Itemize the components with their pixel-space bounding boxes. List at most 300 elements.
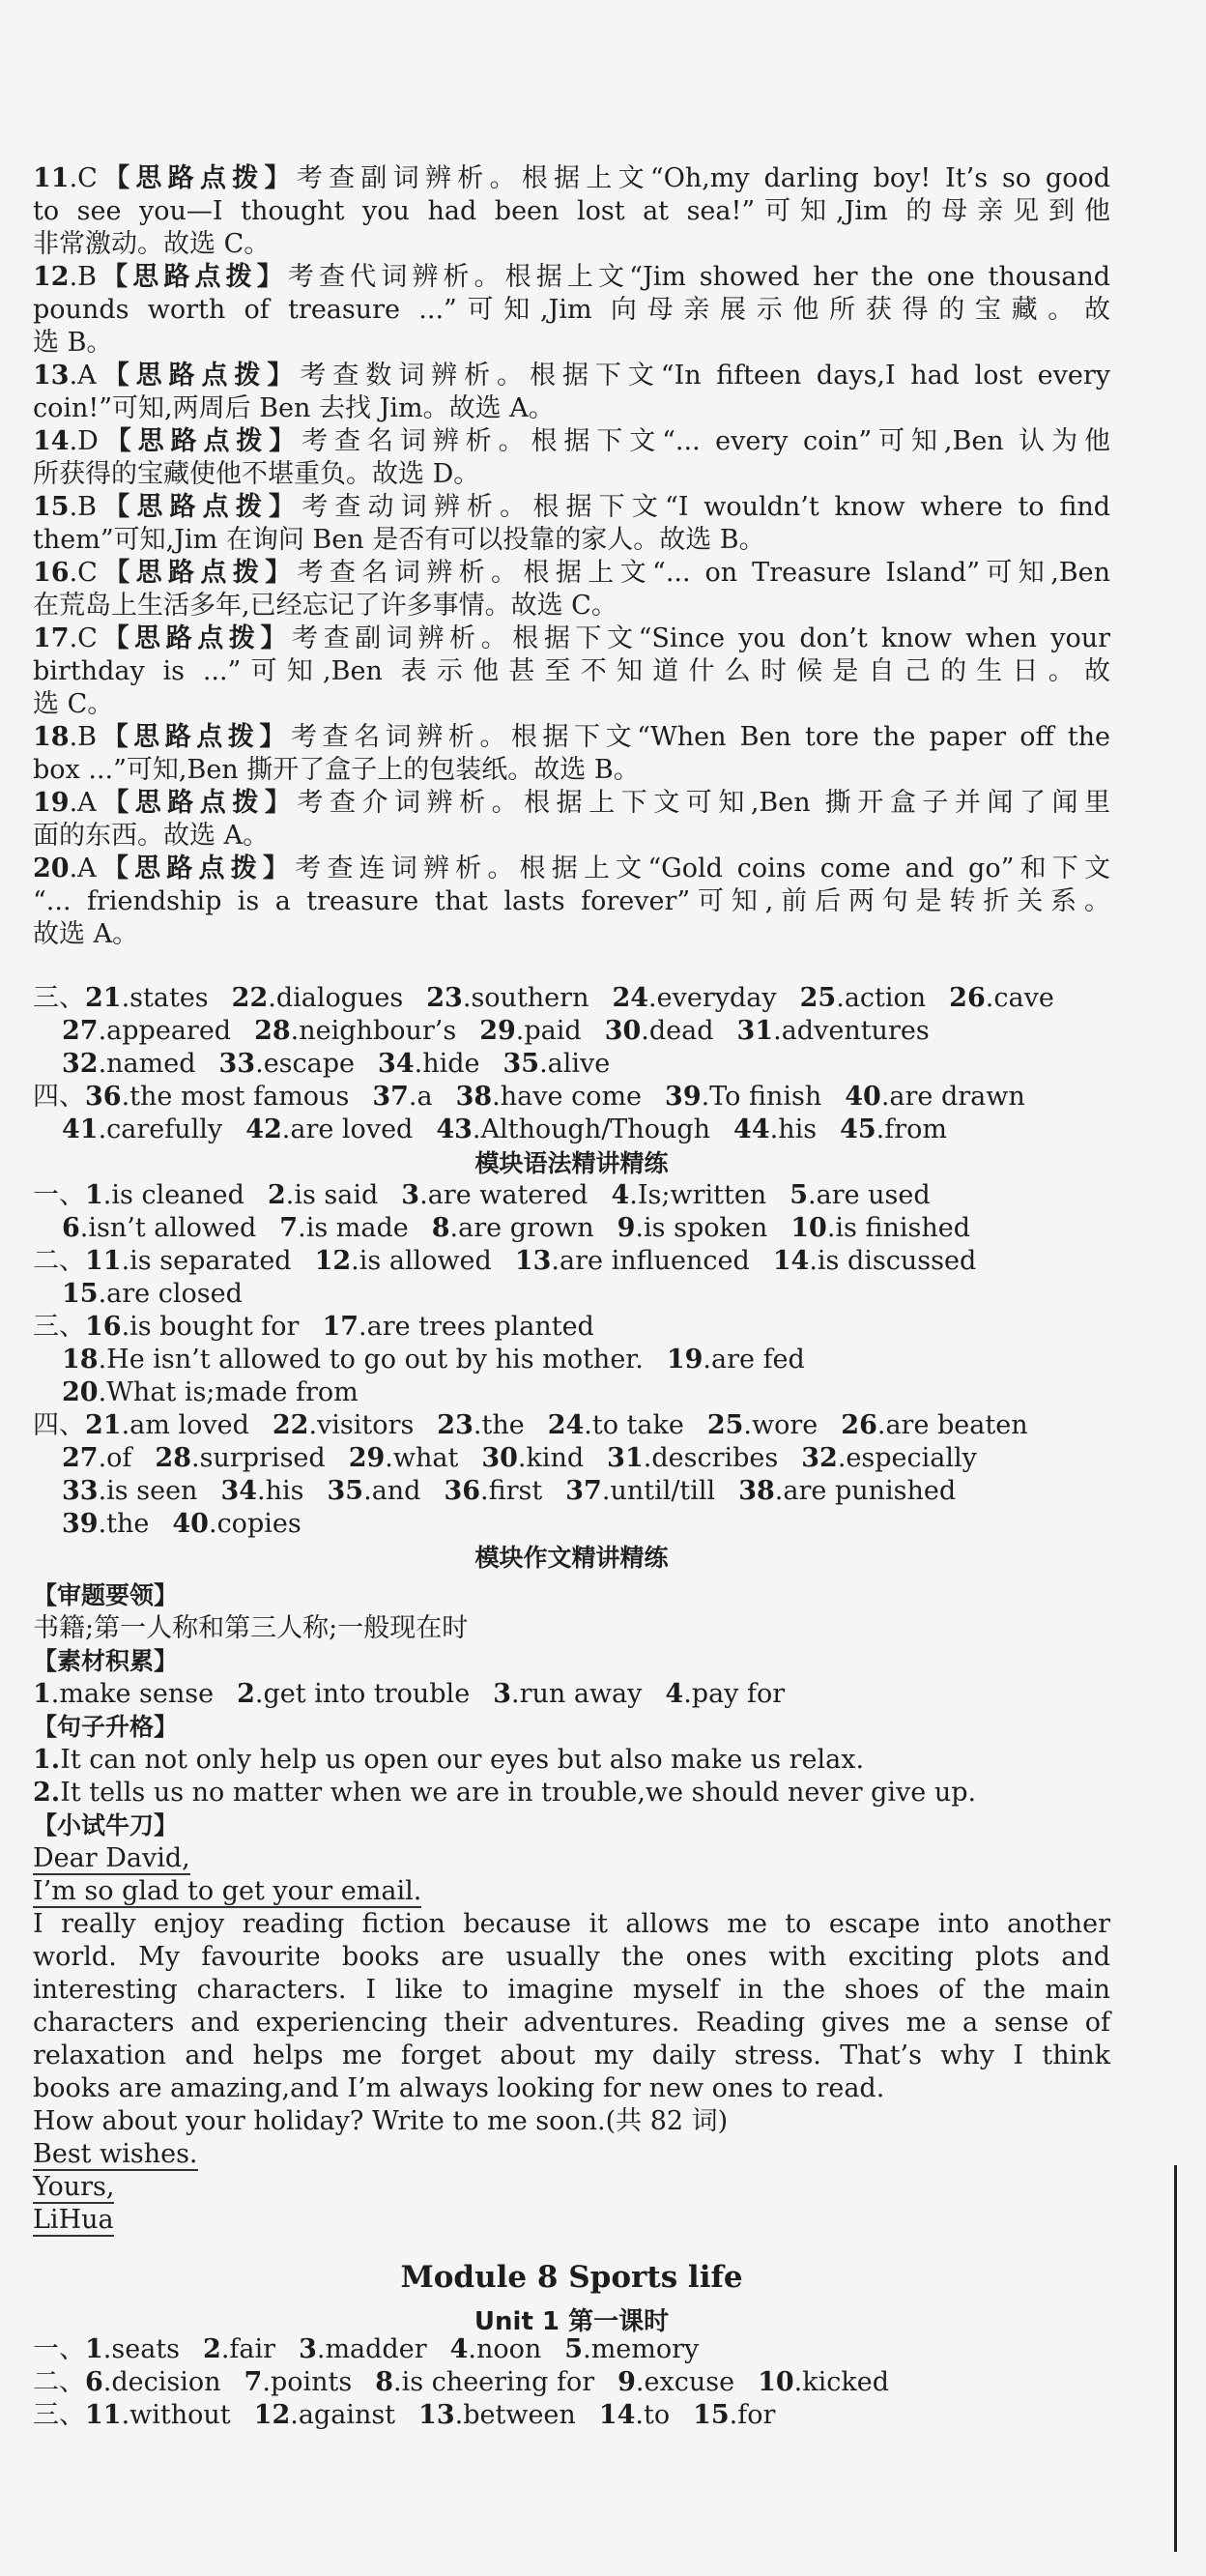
letter-line: characters and experiencing their adventures. Reading gives me a sense of — [33, 2008, 1110, 2038]
answer-text: the — [481, 1410, 525, 1440]
answer-text: the most famous — [129, 1082, 350, 1112]
hint-text: 考查代词辨析。根据上文“Jim showed her the one thousand — [287, 262, 1110, 292]
item-num: 16 — [33, 558, 70, 588]
answer-text: What is;made from — [106, 1377, 359, 1407]
answer-item — [33, 491, 1110, 557]
answer-text: get into trouble — [263, 1679, 471, 1709]
answer-num: 37 — [372, 1082, 409, 1112]
hint-text: 考查连词辨析。根据上文“Gold coins come and go”和下文 — [295, 854, 1111, 883]
answer-num: 43 — [436, 1114, 473, 1144]
answer-num: 12 — [314, 1246, 352, 1276]
answer-num: 35 — [502, 1049, 540, 1079]
answer-row: 18.He isn’t allowed to go out by his mother. 19.are fed — [62, 1345, 805, 1375]
hint-text: 考查名词辨析。根据上文“... on Treasure Island”可知,Ben — [297, 558, 1110, 588]
answer-line: 15.B【思路点拨】考查动词辨析。根据下文“I wouldn’t know where to find — [33, 492, 1110, 522]
answer-text: everyday — [656, 983, 777, 1013]
grammar-title: 模块语法精讲精练 — [474, 1149, 669, 1177]
hint-tag: 【思路点拨】 — [97, 558, 298, 588]
answer-text: are punished — [783, 1476, 957, 1506]
answer-row: 32.named 33.escape 34.hide 35.alive — [62, 1049, 611, 1079]
sentence-text: It can not only help us open our eyes but also make us relax. — [60, 1745, 865, 1775]
hint-text: 选 C。 — [33, 689, 114, 719]
section-prefix: 四、 — [33, 1082, 85, 1112]
answer-text: neighbour’s — [299, 1016, 457, 1046]
answer-text: dialogues — [275, 983, 404, 1013]
section-prefix: 三、 — [33, 2400, 85, 2430]
answer-num: 22 — [272, 1410, 309, 1440]
answer-line: 12.B【思路点拨】考查代词辨析。根据上文“Jim showed her the one thousand — [33, 262, 1110, 292]
hint-text: 考查副词辨析。根据上文“Oh,my darling boy! It’s so good — [296, 163, 1110, 193]
answer-text: describes — [651, 1443, 779, 1473]
hint-text: box ...”可知,Ben 撕开了盒子上的包装纸。故选 B。 — [33, 755, 640, 785]
answer-row: 二、11.is separated 12.is allowed 13.are influenced 14.is discussed — [33, 1246, 977, 1276]
hint-tag: 【思路点拨】 — [97, 722, 291, 752]
answer-num: 38 — [455, 1082, 493, 1112]
sentence-2: 2.It tells us no matter when we are in trouble,we should never give up. — [33, 1778, 977, 1808]
answer-text: is spoken — [644, 1213, 768, 1243]
page-edge-line — [1174, 2165, 1177, 2552]
answer-text: dead — [648, 1016, 714, 1046]
answer-text: are used — [816, 1180, 931, 1210]
answer-text: until/till — [610, 1476, 716, 1506]
answer-num: 9 — [617, 2367, 636, 2397]
answer-num: 19 — [666, 1345, 704, 1375]
answer-text: his — [778, 1114, 818, 1144]
answer-line — [33, 590, 1110, 622]
answer-line — [33, 524, 1110, 557]
answer-num: 4 — [611, 1180, 630, 1210]
answer-num: 10 — [790, 1213, 827, 1243]
answer-text: between — [463, 2400, 576, 2430]
answer-text: seats — [111, 2334, 181, 2364]
writing-title: 模块作文精讲精练 — [474, 1544, 669, 1572]
answer-text: alive — [547, 1049, 611, 1079]
answer-num: 4 — [449, 2334, 469, 2364]
answer-text: make sense — [59, 1679, 215, 1709]
answer-num: 7 — [244, 2367, 263, 2397]
answer-text: of — [106, 1443, 132, 1473]
answer-row: 一、1.seats 2.fair 3.madder 4.noon 5.memory — [33, 2334, 700, 2364]
item-num: 18 — [33, 722, 70, 752]
answer-text: He isn’t allowed to go out by his mother. — [106, 1345, 644, 1375]
section-prefix: 二、 — [33, 1246, 85, 1276]
item-num: 19 — [33, 788, 70, 818]
answer-num: 36 — [85, 1082, 122, 1112]
answer-line: 18.B【思路点拨】考查名词辨析。根据下文“When Ben tore the paper off the — [33, 722, 1110, 752]
answer-num: 40 — [172, 1509, 209, 1539]
answer-text: are watered — [427, 1180, 589, 1210]
heading-materials: 【素材积累】 — [33, 1647, 179, 1675]
answer-num: 14 — [598, 2400, 636, 2430]
answer-num: 35 — [327, 1476, 364, 1506]
answer-line: 17.C【思路点拨】考查副词辨析。根据下文“Since you don’t know when your — [33, 623, 1111, 653]
answer-num: 1 — [33, 1679, 51, 1709]
answer-text: are drawn — [889, 1082, 1025, 1112]
answer-text: is cleaned — [111, 1180, 244, 1210]
hint-text: pounds worth of treasure ...”可知,Jim 向母亲展示他所获得的宝藏。故 — [33, 295, 1110, 325]
answer-num: 25 — [799, 983, 837, 1013]
hint-text: 面的东西。故选 A。 — [33, 821, 270, 851]
answer-text: To finish — [709, 1082, 822, 1112]
letter-wishes: Best wishes. — [33, 2139, 198, 2169]
answer-num: 10 — [758, 2367, 794, 2397]
answer-text: is cheering for — [401, 2367, 595, 2397]
answer-text: states — [129, 983, 209, 1013]
answer-item — [33, 425, 1110, 491]
answer-num: 13 — [514, 1246, 552, 1276]
sentence-text: It tells us no matter when we are in trouble,we should never give up. — [60, 1778, 977, 1808]
answer-items — [33, 162, 1110, 951]
exam-points-text: 书籍;第一人称和第三人称;一般现在时 — [33, 1613, 469, 1643]
hint-text: 考查名词辨析。根据下文“When Ben tore the paper off the — [290, 722, 1110, 752]
answer-text: isn’t allowed — [88, 1213, 257, 1243]
answer-num: 2 — [237, 1679, 255, 1709]
answer-row: 三、16.is bought for 17.are trees planted — [33, 1312, 594, 1342]
answer-page — [33, 0, 1171, 2576]
hint-text: 考查名词辨析。根据下文“... every coin”可知,Ben 认为他 — [302, 426, 1110, 456]
answer-text: paid — [524, 1016, 582, 1046]
answer-row: 41.carefully 42.are loved 43.Although/Though 44.his 45.from — [62, 1114, 948, 1144]
item-answer: A — [77, 788, 97, 818]
answer-row: 一、1.is cleaned 2.is said 3.are watered 4.Is;written 5.are used — [33, 1180, 931, 1210]
item-num: 11 — [33, 163, 70, 193]
answer-row: 33.is seen 34.his 35.and 36.first 37.until/till 38.are punished — [62, 1476, 957, 1506]
section-prefix: 一、 — [33, 2334, 85, 2364]
answer-line — [33, 754, 1110, 787]
answer-num: 30 — [604, 1016, 642, 1046]
answer-line: 20.A【思路点拨】考查连词辨析。根据上文“Gold coins come and go”和下文 — [33, 854, 1111, 883]
answer-num: 6 — [62, 1213, 80, 1243]
answer-text: to — [643, 2400, 671, 2430]
answer-text: action — [844, 983, 927, 1013]
item-answer: C — [77, 163, 98, 193]
item-answer: C — [77, 623, 98, 653]
answer-text: his — [265, 1476, 304, 1506]
hint-text: birthday is ...”可知,Ben 表示他甚至不知道什么时候是自己的生日。故 — [33, 656, 1110, 686]
answer-text: surprised — [199, 1443, 326, 1473]
answer-text: is finished — [835, 1213, 971, 1243]
hint-tag: 【思路点拨】 — [96, 854, 296, 883]
answer-text: without — [129, 2400, 231, 2430]
answer-num: 24 — [612, 983, 649, 1013]
answer-text: Although/Though — [480, 1114, 711, 1144]
hint-text: 考查动词辨析。根据下文“I wouldn’t know where to find — [302, 492, 1110, 522]
answer-num: 27 — [62, 1016, 99, 1046]
answer-text: decision — [111, 2367, 221, 2397]
answer-text: named — [106, 1049, 196, 1079]
answer-num: 21 — [85, 983, 122, 1013]
answer-num: 41 — [62, 1114, 99, 1144]
letter-line: interesting characters. I like to imagine myself in the shoes of the main — [33, 1975, 1110, 2005]
answer-row: 20.What is;made from — [62, 1377, 359, 1407]
answer-text: have come — [500, 1082, 643, 1112]
writing-section — [33, 1579, 1110, 2237]
answer-text: to take — [591, 1410, 684, 1440]
item-num: 17 — [33, 623, 70, 653]
answer-num: 24 — [547, 1410, 585, 1440]
answer-num: 39 — [62, 1509, 99, 1539]
answer-line — [33, 294, 1110, 327]
answer-text: are grown — [458, 1213, 594, 1243]
answer-text: are closed — [106, 1279, 243, 1309]
hint-text: 故选 A。 — [33, 919, 139, 949]
answer-num: 29 — [348, 1443, 386, 1473]
answer-num: 1 — [85, 2334, 103, 2364]
answer-item — [33, 261, 1110, 360]
answer-num: 37 — [565, 1476, 602, 1506]
answer-text: run away — [519, 1679, 643, 1709]
answer-item — [33, 360, 1110, 425]
answer-row: 39.the 40.copies — [62, 1509, 302, 1539]
item-answer: C — [77, 558, 98, 588]
section-prefix: 三、 — [33, 1312, 85, 1342]
answer-text: a — [416, 1082, 433, 1112]
answer-line — [33, 458, 1110, 491]
answer-text: first — [488, 1476, 543, 1506]
answer-num: 34 — [378, 1049, 415, 1079]
answer-num: 27 — [62, 1443, 99, 1473]
answer-num: 15 — [693, 2400, 730, 2430]
answer-num: 31 — [607, 1443, 644, 1473]
answer-num: 1 — [85, 1180, 103, 1210]
answer-num: 34 — [220, 1476, 258, 1506]
answer-line — [33, 918, 1110, 951]
section-prefix: 四、 — [33, 1410, 85, 1440]
hint-text: to see you—I thought you had been lost at sea!”可知,Jim 的母亲见到他 — [33, 196, 1110, 226]
answer-text: escape — [263, 1049, 356, 1079]
answer-text: excuse — [644, 2367, 735, 2397]
hint-text: 考查副词辨析。根据下文“Since you don’t know when your — [292, 623, 1111, 653]
item-answer: B — [77, 262, 98, 292]
hint-text: “... friendship is a treasure that lasts forever”可知,前后两句是转折关系。 — [33, 886, 1110, 916]
sentence-num: 1 — [33, 1745, 51, 1775]
answer-text: wore — [752, 1410, 818, 1440]
answer-text: what — [392, 1443, 459, 1473]
answer-text: is made — [305, 1213, 409, 1243]
answer-num: 16 — [85, 1312, 122, 1342]
hint-tag: 【思路点拨】 — [96, 361, 301, 391]
answer-text: cave — [993, 983, 1054, 1013]
item-answer: B — [77, 722, 98, 752]
sentence-1: 1.It can not only help us open our eyes but also make us relax. — [33, 1745, 865, 1775]
answer-num: 3 — [299, 2334, 317, 2364]
answer-num: 28 — [155, 1443, 191, 1473]
sentence-num: 2 — [33, 1778, 51, 1808]
item-num: 20 — [33, 854, 70, 883]
letter-body — [33, 1908, 1110, 2105]
hint-tag: 【思路点拨】 — [96, 788, 298, 818]
answer-text: are fed — [711, 1345, 805, 1375]
answer-item — [33, 622, 1110, 721]
answer-line — [33, 820, 1110, 853]
hint-text: coin!”可知,两周后 Ben 去找 Jim。故选 A。 — [33, 393, 555, 423]
answer-num: 28 — [254, 1016, 291, 1046]
answer-text: is said — [294, 1180, 379, 1210]
answer-num: 3 — [401, 1180, 420, 1210]
answer-num: 8 — [431, 1213, 450, 1243]
answer-num: 23 — [437, 1410, 474, 1440]
answer-text: madder — [325, 2334, 427, 2364]
answer-text: points — [270, 2367, 353, 2397]
answer-num: 39 — [665, 1082, 702, 1112]
answer-num: 21 — [85, 1410, 122, 1440]
answer-row: 27.of 28.surprised 29.what 30.kind 31.describes 32.especially — [62, 1443, 977, 1473]
answer-text: pay for — [691, 1679, 786, 1709]
answer-text: are loved — [290, 1114, 414, 1144]
section-prefix: 一、 — [33, 1180, 85, 1210]
answer-line: 11.C【思路点拨】考查副词辨析。根据上文“Oh,my darling boy! It’s so good — [33, 163, 1110, 193]
letter-line: I really enjoy reading fiction because it allows me to escape into another — [33, 1909, 1110, 1939]
answer-num: 3 — [493, 1679, 511, 1709]
answer-row: 四、36.the most famous 37.a 38.have come 39.To finish 40.are drawn — [33, 1082, 1025, 1112]
answer-text: is allowed — [359, 1246, 492, 1276]
letter-line: relaxation and helps me forget about my daily stress. That’s why I think — [33, 2041, 1110, 2070]
hint-tag: 【思路点拨】 — [97, 262, 288, 292]
section-prefix: 三、 — [33, 983, 85, 1013]
answer-text: carefully — [106, 1114, 223, 1144]
answer-item — [33, 853, 1110, 951]
answer-num: 32 — [801, 1443, 838, 1473]
answer-text: are influenced — [560, 1246, 750, 1276]
letter-closing: How about your holiday? Write to me soon.(共 82 词) — [33, 2106, 729, 2136]
letter-signature: LiHua — [33, 2205, 114, 2235]
hint-text: 选 B。 — [33, 328, 113, 358]
answer-num: 15 — [62, 1279, 99, 1309]
answer-num: 4 — [665, 1679, 684, 1709]
answer-text: copies — [216, 1509, 302, 1539]
answer-row: 四、21.am loved 22.visitors 23.the 24.to take 25.wore 26.are beaten — [33, 1410, 1028, 1440]
answer-line — [33, 688, 1110, 721]
grammar-answers — [33, 1179, 1110, 1541]
item-answer: B — [77, 492, 98, 522]
answer-text: from — [884, 1114, 948, 1144]
answer-num: 5 — [564, 2334, 584, 2364]
fill-in-answers — [33, 982, 1110, 1146]
answer-text: memory — [590, 2334, 700, 2364]
hint-text: them”可知,Jim 在询问 Ben 是否有可以投靠的家人。故选 B。 — [33, 525, 765, 555]
answer-row: 二、6.decision 7.points 8.is cheering for 9.excuse 10.kicked — [33, 2367, 889, 2397]
answer-text: kind — [526, 1443, 585, 1473]
heading-practice: 【小试牛刀】 — [33, 1811, 179, 1839]
answer-text: fair — [229, 2334, 276, 2364]
heading-exam-points: 【审题要领】 — [33, 1581, 179, 1609]
answer-num: 23 — [426, 983, 463, 1013]
answer-num: 11 — [85, 2400, 122, 2430]
phrase-list: 1.make sense 2.get into trouble 3.run away 4.pay for — [33, 1679, 786, 1709]
item-num: 12 — [33, 262, 70, 292]
answer-row: 6.isn’t allowed 7.is made 8.are grown 9.is spoken 10.is finished — [62, 1213, 971, 1243]
answer-text: hide — [422, 1049, 480, 1079]
unit-answers — [33, 2333, 1110, 2432]
answer-line — [33, 885, 1110, 918]
answer-text: Is;written — [637, 1180, 767, 1210]
answer-line — [33, 655, 1110, 688]
answer-text: visitors — [317, 1410, 415, 1440]
answer-text: and — [371, 1476, 421, 1506]
item-num: 13 — [33, 361, 70, 391]
hint-tag: 【思路点拨】 — [98, 426, 302, 456]
heading-sentence-upgrade: 【句子升格】 — [33, 1713, 179, 1741]
answer-num: 2 — [203, 2334, 221, 2364]
answer-line: 16.C【思路点拨】考查名词辨析。根据上文“... on Treasure Island”可知,Ben — [33, 558, 1110, 588]
answer-text: adventures — [781, 1016, 930, 1046]
section-prefix: 二、 — [33, 2367, 85, 2397]
answer-num: 44 — [733, 1114, 770, 1144]
answer-num: 38 — [738, 1476, 775, 1506]
hint-tag: 【思路点拨】 — [97, 163, 297, 193]
hint-tag: 【思路点拨】 — [97, 492, 302, 522]
answer-item — [33, 557, 1110, 622]
item-num: 14 — [33, 426, 70, 456]
answer-num: 36 — [444, 1476, 481, 1506]
answer-num: 13 — [418, 2400, 455, 2430]
answer-num: 11 — [85, 1246, 122, 1276]
letter-line: world. My favourite books are usually the ones with exciting plots and — [33, 1942, 1110, 1972]
answer-text: especially — [846, 1443, 977, 1473]
unit-title: Unit 1 第一课时 — [474, 2307, 670, 2336]
answer-num: 12 — [253, 2400, 291, 2430]
answer-num: 31 — [736, 1016, 774, 1046]
letter-yours: Yours, — [33, 2172, 115, 2202]
answer-num: 2 — [267, 1180, 286, 1210]
answer-num: 42 — [245, 1114, 282, 1144]
hint-text: 考查数词辨析。根据下文“In fifteen days,I had lost every — [300, 361, 1111, 391]
item-answer: A — [77, 854, 97, 883]
answer-row: 27.appeared 28.neighbour’s 29.paid 30.dead 31.adventures — [62, 1016, 930, 1046]
module-title: Module 8 Sports life — [400, 2260, 743, 2295]
answer-row: 三、21.states 22.dialogues 23.southern 24.everyday 25.action 26.cave — [33, 983, 1054, 1013]
answer-line — [33, 327, 1110, 360]
answer-line — [33, 228, 1110, 261]
answer-text: are trees planted — [366, 1312, 594, 1342]
answer-num: 9 — [617, 1213, 636, 1243]
answer-num: 17 — [322, 1312, 359, 1342]
answer-num: 14 — [772, 1246, 810, 1276]
answer-text: is bought for — [129, 1312, 300, 1342]
answer-text: are beaten — [885, 1410, 1028, 1440]
answer-num: 18 — [62, 1345, 99, 1375]
answer-num: 29 — [479, 1016, 516, 1046]
answer-text: noon — [476, 2334, 542, 2364]
answer-num: 25 — [706, 1410, 744, 1440]
answer-num: 26 — [949, 983, 986, 1013]
item-num: 15 — [33, 492, 70, 522]
answer-num: 40 — [845, 1082, 881, 1112]
answer-text: the — [106, 1509, 150, 1539]
answer-text: against — [298, 2400, 396, 2430]
answer-line — [33, 392, 1110, 425]
letter-greeting: Dear David, — [33, 1843, 190, 1873]
item-answer: D — [77, 426, 99, 456]
answer-num: 33 — [62, 1476, 99, 1506]
answer-line: 13.A【思路点拨】考查数词辨析。根据下文“In fifteen days,I had lost every — [33, 361, 1111, 391]
answer-line: 14.D【思路点拨】考查名词辨析。根据下文“... every coin”可知,Ben 认为他 — [33, 426, 1110, 456]
answer-item — [33, 787, 1110, 853]
hint-text: 考查介词辨析。根据上下文可知,Ben 撕开盒子并闻了闻里 — [297, 788, 1111, 818]
answer-num: 20 — [62, 1377, 99, 1407]
answer-num: 26 — [841, 1410, 877, 1440]
answer-num: 22 — [231, 983, 269, 1013]
answer-num: 8 — [375, 2367, 394, 2397]
answer-num: 45 — [840, 1114, 876, 1144]
answer-text: is discussed — [817, 1246, 977, 1276]
hint-text: 在荒岛上生活多年,已经忘记了许多事情。故选 C。 — [33, 591, 617, 621]
hint-tag: 【思路点拨】 — [97, 623, 293, 653]
answer-text: is seen — [106, 1476, 198, 1506]
answer-num: 5 — [790, 1180, 808, 1210]
answer-line — [33, 195, 1110, 228]
answer-num: 30 — [481, 1443, 518, 1473]
